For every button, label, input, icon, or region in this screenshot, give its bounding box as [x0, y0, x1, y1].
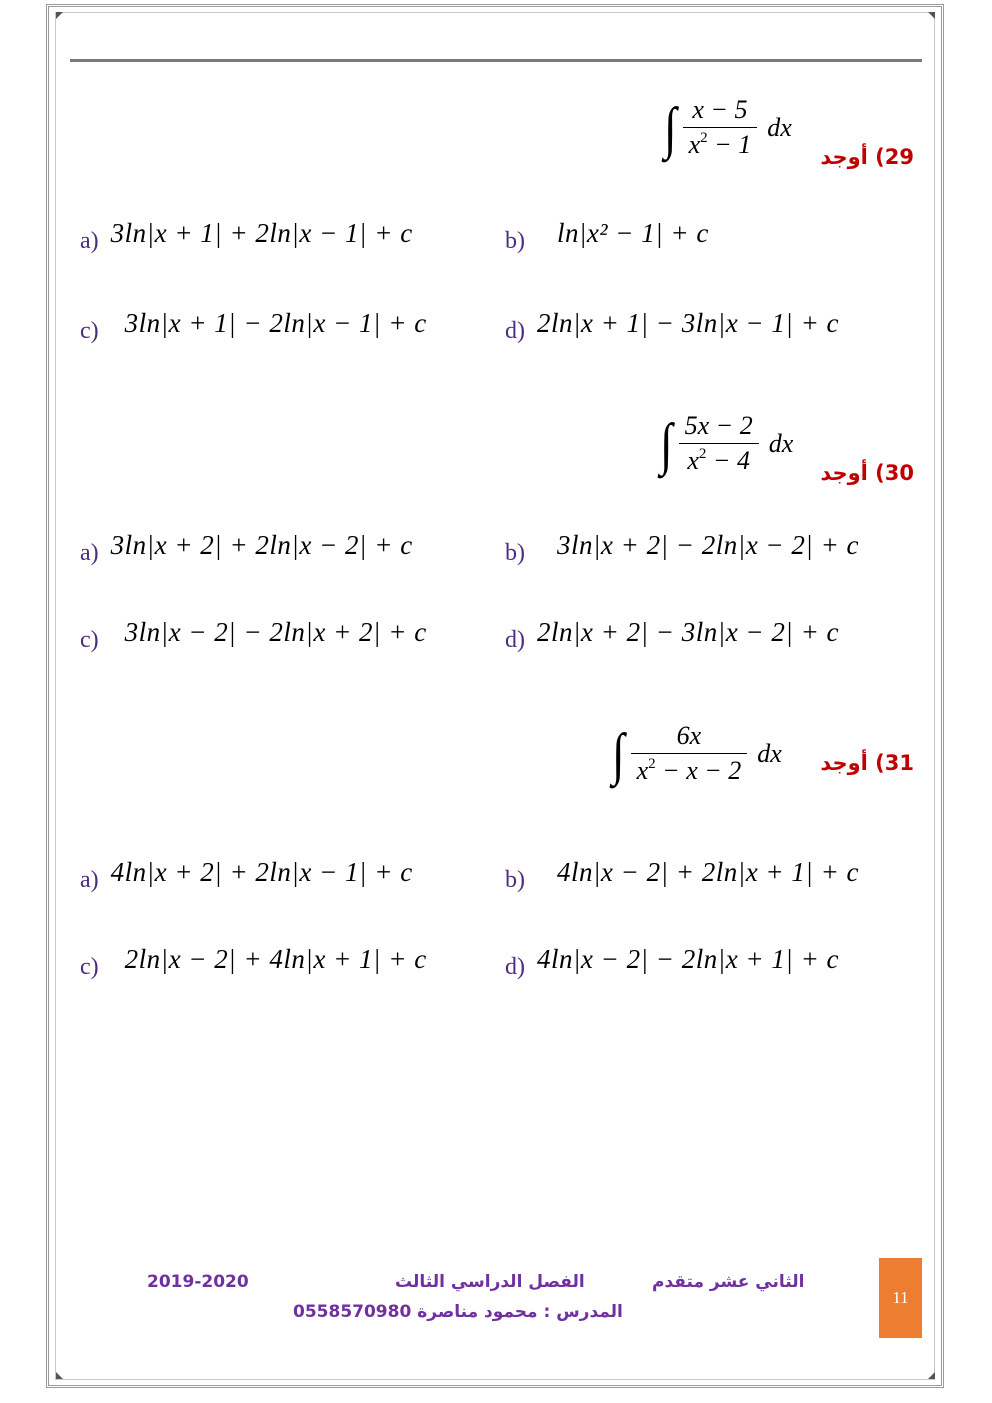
option-letter: d)	[505, 318, 525, 344]
option-letter: d)	[505, 627, 525, 653]
option-expression: 4ln|x + 2| + 2ln|x − 1| + c	[110, 857, 413, 887]
answer-option-a[interactable]	[80, 530, 413, 566]
option-letter: b)	[505, 540, 525, 566]
fraction	[683, 96, 758, 159]
denominator: $x^2 - 1$	[683, 127, 758, 160]
question-label: 30) أوجد	[820, 461, 914, 485]
option-expression: ln|x² − 1| + c	[557, 218, 709, 248]
question-label: 29) أوجد	[820, 145, 914, 169]
option-expression: 3ln|x + 1| + 2ln|x − 1| + c	[110, 218, 413, 248]
answer-option-c[interactable]	[80, 308, 427, 344]
footer-year: 2019-2020	[147, 1272, 249, 1292]
option-letter: c)	[80, 627, 99, 653]
option-expression: 4ln|x − 2| − 2ln|x + 1| + c	[537, 944, 840, 974]
option-letter: b)	[505, 228, 525, 254]
answer-option-d[interactable]	[505, 944, 840, 980]
option-letter: d)	[505, 954, 525, 980]
answer-option-c[interactable]	[80, 617, 427, 653]
differential: dx	[757, 739, 782, 768]
denominator: $x^2 - 4$	[679, 443, 759, 476]
option-expression: 2ln|x + 1| − 3ln|x − 1| + c	[537, 308, 840, 338]
footer-semester: الفصل الدراسي الثالث	[395, 1272, 585, 1292]
integral-expression	[660, 402, 793, 486]
numerator: 5x − 2	[684, 411, 753, 441]
footer-grade: الثاني عشر متقدم	[652, 1272, 805, 1292]
answer-option-a[interactable]	[80, 857, 413, 893]
answer-option-b[interactable]	[505, 857, 860, 893]
answer-option-d[interactable]	[505, 617, 840, 653]
option-letter: a)	[80, 867, 99, 893]
option-expression: 4ln|x − 2| + 2ln|x + 1| + c	[557, 857, 860, 887]
header-rule	[70, 59, 922, 62]
question-label: 31) أوجد	[820, 751, 914, 775]
option-expression: 3ln|x + 2| − 2ln|x − 2| + c	[557, 530, 860, 560]
integral-sign: ∫	[612, 721, 625, 786]
option-letter: c)	[80, 318, 99, 344]
corner-ornament	[56, 12, 63, 19]
option-expression: 2ln|x − 2| + 4ln|x + 1| + c	[124, 944, 427, 974]
answer-option-c[interactable]	[80, 944, 427, 980]
denominator: $x^2 - x - 2$	[631, 753, 748, 786]
corner-ornament	[928, 12, 935, 19]
option-expression: 3ln|x + 1| − 2ln|x − 1| + c	[124, 308, 427, 338]
option-letter: a)	[80, 540, 99, 566]
answer-option-d[interactable]	[505, 308, 840, 344]
integral-sign: ∫	[660, 411, 673, 476]
differential: dx	[767, 113, 792, 142]
option-letter: a)	[80, 228, 99, 254]
option-expression: 3ln|x − 2| − 2ln|x + 2| + c	[124, 617, 427, 647]
numerator: 6x	[676, 721, 702, 751]
differential: dx	[768, 429, 794, 458]
option-expression: 3ln|x + 2| + 2ln|x − 2| + c	[110, 530, 413, 560]
integral-sign: ∫	[664, 95, 677, 160]
fraction	[679, 412, 759, 475]
option-letter: c)	[80, 954, 99, 980]
page-number: 11	[879, 1258, 922, 1338]
numerator: x − 5	[692, 95, 748, 125]
answer-option-b[interactable]	[505, 218, 709, 254]
answer-option-b[interactable]	[505, 530, 860, 566]
integral-expression	[612, 712, 782, 796]
option-expression: 2ln|x + 2| − 3ln|x − 2| + c	[537, 617, 840, 647]
integral-expression	[664, 86, 792, 170]
answer-option-a[interactable]	[80, 218, 413, 254]
footer-teacher: المدرس : محمود مناصرة 0558570980	[293, 1302, 623, 1322]
corner-ornament	[56, 1372, 63, 1379]
corner-ornament	[928, 1372, 935, 1379]
option-letter: b)	[505, 867, 525, 893]
fraction	[631, 722, 748, 785]
